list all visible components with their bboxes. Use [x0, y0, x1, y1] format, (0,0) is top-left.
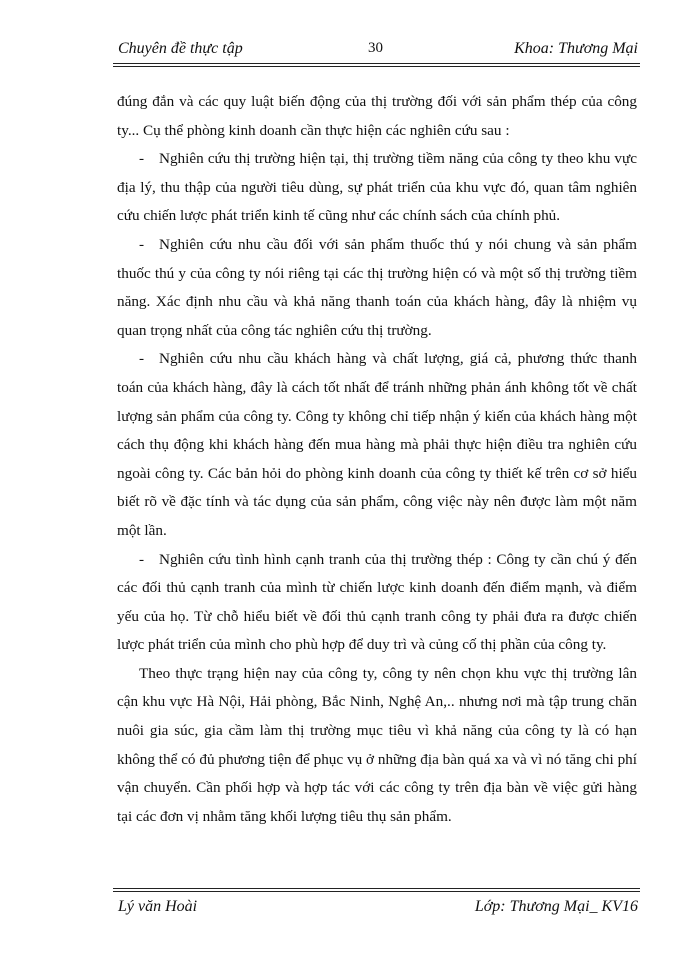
- footer-class: Lớp: Thương Mại_ KV16: [474, 898, 638, 915]
- header-faculty: Khoa: Thương Mại: [514, 40, 638, 57]
- bullet-item: [117, 231, 637, 345]
- bullet-item: [117, 345, 637, 545]
- intro-paragraph: đúng đắn và các quy luật biến động của thị trường đối với sản phẩm thép của công ty... Cụ thể phòng kinh doanh cần thực hiện các nghiên cứu sau :: [117, 93, 637, 139]
- bullet-dash: -: [139, 550, 145, 568]
- header-report-title: Chuyên đề thực tập: [118, 40, 243, 57]
- bullet-text: Nghiên cứu nhu cầu đối với sản phẩm thuốc thú y nói chung và sản phẩm thuốc thú y của công ty nói riêng tại các thị trường hiện có và một số thị trường tiềm năng. Xác định nhu cầu và khả năng thanh toán của khách hàng, đây là nhiệm vụ quan trọng nhất của công tác nghiên cứu thị trường.: [117, 235, 637, 339]
- closing-paragraph: Theo thực trạng hiện nay của công ty, công ty nên chọn khu vực thị trường lân cận khu vực Hà Nội, Hải phòng, Bắc Ninh, Nghệ An,.. nhưng nơi mà tập trung chăn nuôi gia súc, gia cầm làm thị trường mục tiêu vì khả năng của công ty là có hạn không thể có đủ phương tiện để phục vụ ở những địa bàn quá xa và vì nó tăng chi phí vận chuyển. Cần phối hợp và hợp tác với các công ty trên địa bàn về việc gửi hàng tại các đơn vị nhằm tăng khối lượng tiêu thụ sản phẩm.: [117, 664, 637, 825]
- page-number: 30: [368, 40, 383, 56]
- footer-author: Lý văn Hoài: [118, 898, 198, 915]
- bullet-dash: -: [139, 150, 145, 168]
- bullet-text: Nghiên cứu tình hình cạnh tranh của thị trường thép : Công ty cần chú ý đến các đối thủ cạnh tranh của mình từ chiến lược kinh doanh đến điểm mạnh, và điểm yếu của họ. Từ chỗ hiểu biết về đối thủ cạnh tranh công ty phải đưa ra được chiến lược phát triển của mình cho phù hợp để duy trì và củng cố thị phần của công ty.: [117, 550, 637, 654]
- body-text: [117, 88, 637, 831]
- page-header: [118, 40, 638, 64]
- header-rule: [113, 63, 640, 67]
- bullet-text: Nghiên cứu thị trường hiện tại, thị trường tiềm năng của công ty theo khu vực địa lý, thu thập của người tiêu dùng, sự phát triển của khu vực đó, quan tâm nghiên cứu chiến lược phát triển kinh tế cũng như các chính sách của chính phủ.: [117, 150, 637, 225]
- footer-rule: [113, 888, 640, 892]
- bullet-item: [117, 546, 637, 660]
- bullet-dash: -: [139, 235, 145, 253]
- bullet-text: Nghiên cứu nhu cầu khách hàng và chất lượng, giá cả, phương thức thanh toán của khách hàng, đây là cách tốt nhất để tránh những phản ánh không tốt về chất lượng sản phẩm của công ty. Công ty không chỉ tiếp nhận ý kiến của khách hàng một cách thụ động khi khách hàng đến mua hàng mà phải thực hiện điều tra nghiên cứu ngoài công ty. Các bản hỏi do phòng kinh doanh của công ty thiết kế trên cơ sở hiểu biết rõ về đặc tính và tác dụng của sản phẩm, công việc này nên được làm một năm một lần.: [117, 350, 637, 539]
- bullet-item: [117, 145, 637, 231]
- page-footer: [118, 898, 638, 922]
- bullet-dash: -: [139, 350, 145, 368]
